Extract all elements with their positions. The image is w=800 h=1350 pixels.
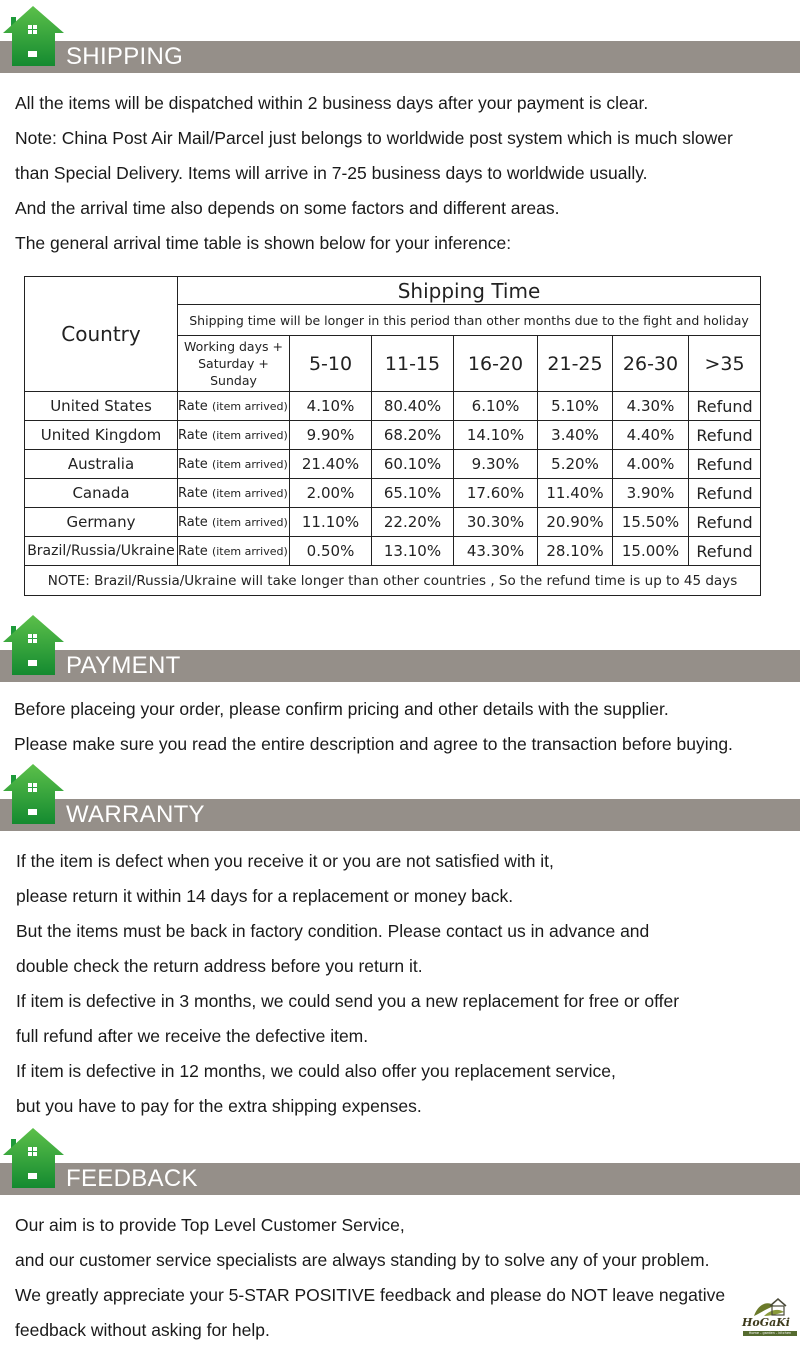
shipping-time-table [24,276,761,596]
rate-cell: 21.40% [290,450,372,479]
rate-cell: 9.90% [290,421,372,450]
range-header: 11-15 [372,336,454,392]
rate-sublabel: (item arrived) [211,486,288,500]
rate-cell: 4.00% [613,450,689,479]
feedback-paragraph: Our aim is to provide Top Level Customer Service, [15,1215,405,1235]
house-icon [2,6,64,68]
range-header: 21-25 [538,336,613,392]
range-header: 16-20 [454,336,538,392]
rate-cell: 11.10% [290,508,372,537]
leaf-house-logo-icon [740,1296,798,1318]
rate-label: Rate [178,456,208,472]
rate-cell: 22.20% [372,508,454,537]
rate-cell: 4.10% [290,392,372,421]
rate-cell: 2.00% [290,479,372,508]
section-title: SHIPPING [66,43,184,70]
warranty-paragraph: If the item is defect when you receive it or you are not satisfied with it, [16,851,554,871]
refund-cell: Refund [689,479,761,508]
shipping-paragraph: All the items will be dispatched within 2 business days after your payment is clear. [15,93,649,113]
rate-cell: 3.40% [538,421,613,450]
hogaki-logo [740,1296,798,1340]
warranty-section-header [0,758,800,838]
logo-brand: HoGaKi [742,1316,790,1329]
refund-cell: Refund [689,392,761,421]
rate-label-cell [178,537,290,566]
rate-label: Rate [178,485,208,501]
rate-cell: 17.60% [454,479,538,508]
country-cell: United Kingdom [25,421,178,450]
rate-label-cell [178,479,290,508]
rate-cell: 5.20% [538,450,613,479]
table-row [25,392,761,421]
country-cell: Brazil/Russia/Ukraine [25,537,178,566]
payment-paragraph: Please make sure you read the entire description and agree to the transaction before buying. [14,734,733,754]
house-icon [2,1128,64,1190]
section-title: FEEDBACK [66,1165,198,1192]
rate-cell: 20.90% [538,508,613,537]
shipping-time-header: Shipping Time [178,277,761,305]
feedback-paragraph: and our customer service specialists are always standing by to solve any of your problem. [15,1250,710,1270]
country-header: Country [25,277,178,392]
rate-cell: 28.10% [538,537,613,566]
shipping-paragraph: Note: China Post Air Mail/Parcel just belongs to worldwide post system which is much slower [15,128,733,148]
section-title: PAYMENT [66,652,181,679]
rate-cell: 30.30% [454,508,538,537]
shipping-section-header [0,0,800,80]
rate-cell: 11.40% [538,479,613,508]
table-row [25,421,761,450]
rate-sublabel: (item arrived) [211,457,288,471]
rate-label-cell [178,508,290,537]
rate-label: Rate [178,543,208,559]
warranty-paragraph: full refund after we receive the defective item. [16,1026,369,1046]
rate-cell: 43.30% [454,537,538,566]
warranty-paragraph: but you have to pay for the extra shipping expenses. [16,1096,422,1116]
rate-label-cell [178,450,290,479]
rate-cell: 15.50% [613,508,689,537]
payment-section-header [0,609,800,689]
range-header: 5-10 [290,336,372,392]
feedback-paragraph: feedback without asking for help. [15,1320,270,1340]
table-row [25,508,761,537]
payment-paragraph: Before placeing your order, please confirm pricing and other details with the supplier. [14,699,669,719]
rate-sublabel: (item arrived) [211,544,288,558]
rate-label: Rate [178,398,208,414]
rate-cell: 3.90% [613,479,689,508]
range-header: >35 [689,336,761,392]
shipping-paragraph: And the arrival time also depends on some factors and different areas. [15,198,560,218]
logo-tagline: Home - garden - kitchen [743,1331,797,1336]
rate-cell: 6.10% [454,392,538,421]
rate-cell: 68.20% [372,421,454,450]
rate-cell: 80.40% [372,392,454,421]
house-icon [2,764,64,826]
table-row [25,537,761,566]
rate-cell: 4.30% [613,392,689,421]
warranty-paragraph: If item is defective in 12 months, we could also offer you replacement service, [16,1061,616,1081]
warranty-paragraph: please return it within 14 days for a replacement or money back. [16,886,514,906]
warranty-paragraph: But the items must be back in factory condition. Please contact us in advance and [16,921,650,941]
rate-sublabel: (item arrived) [211,515,288,529]
rate-cell: 9.30% [454,450,538,479]
rate-sublabel: (item arrived) [211,399,288,413]
warranty-paragraph: If item is defective in 3 months, we could send you a new replacement for free or offer [16,991,680,1011]
rate-label-cell [178,421,290,450]
table-row [25,450,761,479]
rate-cell: 65.10% [372,479,454,508]
country-cell: Canada [25,479,178,508]
country-cell: United States [25,392,178,421]
rate-cell: 14.10% [454,421,538,450]
refund-cell: Refund [689,421,761,450]
working-days-label: Working days + Saturday + Sunday [178,336,290,392]
rate-label: Rate [178,514,208,530]
rate-label: Rate [178,427,208,443]
rate-cell: 60.10% [372,450,454,479]
refund-cell: Refund [689,537,761,566]
rate-cell: 0.50% [290,537,372,566]
rate-cell: 5.10% [538,392,613,421]
warranty-paragraph: double check the return address before you return it. [16,956,423,976]
table-footer-note: NOTE: Brazil/Russia/Ukraine will take longer than other countries , So the refund time is up to 45 days [25,566,761,596]
country-cell: Germany [25,508,178,537]
shipping-paragraph: The general arrival time table is shown below for your inference: [15,233,512,253]
rate-cell: 15.00% [613,537,689,566]
rate-sublabel: (item arrived) [211,428,288,442]
country-cell: Australia [25,450,178,479]
table-row [25,479,761,508]
period-note: Shipping time will be longer in this period than other months due to the fight and holiday [178,305,761,336]
rate-label-cell [178,392,290,421]
refund-cell: Refund [689,508,761,537]
house-icon [2,615,64,677]
section-title: WARRANTY [66,801,205,828]
feedback-paragraph: We greatly appreciate your 5-STAR POSITIVE feedback and please do NOT leave negative [15,1285,726,1305]
refund-cell: Refund [689,450,761,479]
rate-cell: 4.40% [613,421,689,450]
range-header: 26-30 [613,336,689,392]
feedback-section-header [0,1122,800,1202]
rate-cell: 13.10% [372,537,454,566]
shipping-paragraph: than Special Delivery. Items will arrive in 7-25 business days to worldwide usually. [15,163,648,183]
